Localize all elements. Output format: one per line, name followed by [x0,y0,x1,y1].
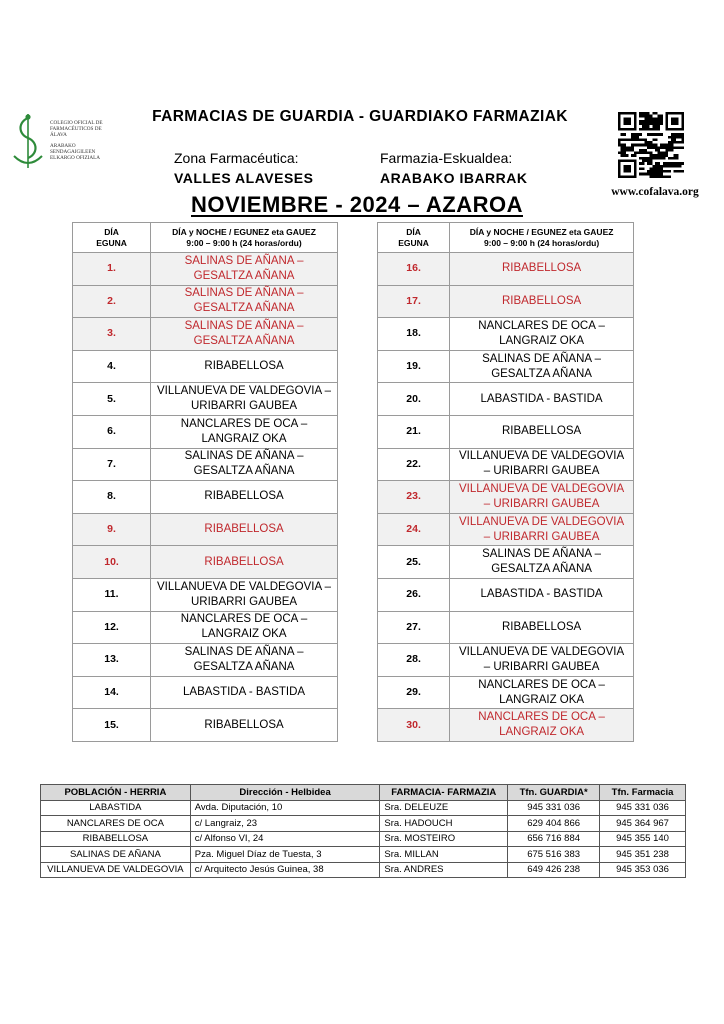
day-header-es: DÍA [104,226,119,237]
duty-pharmacy-line-2: – URIBARRI GAUBEA [483,497,600,510]
duty-pharmacy-cell [450,318,634,351]
calendar-table-days-16-30 [377,222,634,742]
calendar-row [73,611,338,644]
duty-pharmacy-cell [151,513,338,546]
day-number: 27. [378,611,450,644]
calendar-row [73,448,338,481]
duty-pharmacy-line-2: – URIBARRI GAUBEA [483,530,600,543]
duty-pharmacy-line-1: LABASTIDA - BASTIDA [183,686,306,699]
duty-pharmacy-line-1: SALINAS DE AÑANA – [184,319,304,332]
calendar-row [73,350,338,383]
contacts-row [41,816,686,832]
calendar-row [378,253,634,286]
day-number: 11. [73,578,151,611]
duty-pharmacy-cell [151,285,338,318]
duty-pharmacy-cell [450,350,634,383]
address-cell: Avda. Diputación, 10 [190,800,380,816]
duty-pharmacy-cell [450,415,634,448]
duty-pharmacy-line-2: GESALTZA AÑANA [491,367,592,380]
logo-text-eu: ARABAKO SENDAGAIGILEEN ELKARGO OFIZIALA [50,143,100,161]
header-address: Dirección - Helbidea [190,785,380,801]
duty-pharmacy-cell [151,350,338,383]
duty-pharmacy-line-1: LABASTIDA - BASTIDA [480,392,603,405]
day-number: 29. [378,676,450,709]
calendar-row [378,513,634,546]
duty-pharmacy-line-2: GESALTZA AÑANA [193,269,295,282]
header-pharmacy-phone: Tfn. Farmacia [600,785,686,801]
duty-pharmacy-line-1: RIBABELLOSA [501,262,582,275]
pharmacy-contacts-table [40,784,686,878]
schedule-header-title: DÍA y NOCHE / EGUNEZ eta GAUEZ [172,226,316,237]
day-number: 30. [378,709,450,742]
address-cell: c/ Arquitecto Jesús Guinea, 38 [190,862,380,878]
day-number: 7. [73,448,151,481]
calendar-row [73,318,338,351]
duty-pharmacy-line-2: LANGRAIZ OKA [201,432,287,445]
day-number: 23. [378,481,450,514]
duty-pharmacy-line-1: SALINAS DE AÑANA – [184,287,304,300]
duty-pharmacy-line-2: URIBARRI GAUBEA [191,400,298,413]
calendar-row [73,676,338,709]
duty-pharmacy-line-1: RIBABELLOSA [501,425,582,438]
town-cell: VILLANUEVA DE VALDEGOVIA [41,862,191,878]
zone-label-es: Zona Farmacéutica: [174,150,299,166]
calendar-row [73,546,338,579]
duty-pharmacy-cell [450,253,634,286]
qr-code-icon[interactable] [618,112,684,178]
day-number: 20. [378,383,450,416]
day-number: 17. [378,285,450,318]
duty-pharmacy-line-2: LANGRAIZ OKA [499,726,585,739]
contacts-row [41,847,686,863]
duty-pharmacy-cell [151,253,338,286]
pharmacist-cell: Sra. MILLAN [380,847,508,863]
duty-pharmacy-line-1: VILLANUEVA DE VALDEGOVIA [459,645,625,658]
pharmacist-cell: Sra. ANDRES [380,862,508,878]
day-number: 26. [378,578,450,611]
page-title: FARMACIAS DE GUARDIA - GUARDIAKO FARMAZIAK [152,108,568,125]
calendar-row [378,644,634,677]
day-number: 9. [73,513,151,546]
duty-pharmacy-cell [151,709,338,742]
duty-pharmacy-line-1: VILLANUEVA DE VALDEGOVIA [459,482,625,495]
pharmacy-phone-cell: 945 351 238 [600,847,686,863]
calendar-row [378,350,634,383]
schedule-header-title: DÍA y NOCHE / EGUNEZ eta GAUEZ [469,226,614,237]
duty-pharmacy-line-2: LANGRAIZ OKA [499,693,585,706]
duty-pharmacy-line-1: RIBABELLOSA [204,718,284,731]
day-column-header [378,223,450,253]
day-number: 4. [73,350,151,383]
zone-name-es: VALLES ALAVESES [174,170,314,186]
schedule-header-hours: 9:00 – 9:00 h (24 horas/ordu) [186,237,302,248]
duty-pharmacy-line-2: GESALTZA AÑANA [193,334,295,347]
duty-pharmacy-line-2: – URIBARRI GAUBEA [483,465,600,478]
pharmacist-cell: Sra. DELEUZE [380,800,508,816]
day-number: 28. [378,644,450,677]
town-cell: RIBABELLOSA [41,831,191,847]
duty-pharmacy-cell [151,611,338,644]
header-town: POBLACIÓN - HERRIA [41,785,191,801]
duty-pharmacy-cell [151,676,338,709]
duty-phone-cell: 629 404 866 [508,816,600,832]
duty-pharmacy-cell [450,383,634,416]
duty-pharmacy-cell [151,644,338,677]
contacts-row [41,800,686,816]
website-link[interactable]: www.cofalava.org [611,186,699,198]
calendar-row [378,415,634,448]
duty-pharmacy-line-1: RIBABELLOSA [204,360,284,373]
calendar-row [378,318,634,351]
pharmacy-phone-cell: 945 355 140 [600,831,686,847]
duty-pharmacy-line-1: SALINAS DE AÑANA – [184,645,304,658]
duty-pharmacy-line-2: – URIBARRI GAUBEA [483,660,600,673]
calendar-row [378,578,634,611]
header-duty-phone: Tfn. GUARDIA* [508,785,600,801]
contacts-row [41,862,686,878]
duty-pharmacy-cell [151,448,338,481]
duty-pharmacy-line-1: RIBABELLOSA [204,490,284,503]
duty-pharmacy-line-2: GESALTZA AÑANA [193,302,295,315]
calendar-row [378,448,634,481]
pharmacist-cell: Sra. MOSTEIRO [380,831,508,847]
calendar-row [73,644,338,677]
duty-pharmacy-line-2: LANGRAIZ OKA [499,334,585,347]
duty-pharmacy-line-1: SALINAS DE AÑANA – [482,352,602,365]
calendar-row [378,546,634,579]
calendar-row [378,383,634,416]
duty-pharmacy-line-1: SALINAS DE AÑANA – [184,450,304,463]
calendar-row [378,709,634,742]
address-cell: c/ Langraiz, 23 [190,816,380,832]
duty-pharmacy-line-2: URIBARRI GAUBEA [191,595,298,608]
day-number: 13. [73,644,151,677]
duty-phone-cell: 649 426 238 [508,862,600,878]
day-header-eu: EGUNA [96,237,127,248]
day-number: 5. [73,383,151,416]
pharmacy-phone-cell: 945 331 036 [600,800,686,816]
duty-pharmacy-line-1: VILLANUEVA DE VALDEGOVIA – [157,580,332,593]
pharmacist-cell: Sra. HADOUCH [380,816,508,832]
duty-pharmacy-cell [450,644,634,677]
calendar-header-row [378,223,634,253]
day-number: 22. [378,448,450,481]
duty-pharmacy-cell [151,415,338,448]
day-number: 14. [73,676,151,709]
calendar-row [73,415,338,448]
duty-pharmacy-cell [151,481,338,514]
duty-pharmacy-cell [450,513,634,546]
day-number: 18. [378,318,450,351]
schedule-column-header [151,223,338,253]
logo-text-es: COLEGIO OFICIAL DE FARMACÉUTICOS DE ÁLAVA [50,120,103,138]
duty-pharmacy-line-1: LABASTIDA - BASTIDA [480,588,603,601]
duty-pharmacy-line-2: GESALTZA AÑANA [193,660,295,673]
day-number: 21. [378,415,450,448]
header-pharmacy: FARMACIA- FARMAZIA [380,785,508,801]
day-number: 24. [378,513,450,546]
calendar-row [73,578,338,611]
calendar-header-row [73,223,338,253]
duty-pharmacy-line-1: RIBABELLOSA [204,523,284,536]
duty-pharmacy-cell [450,709,634,742]
day-number: 8. [73,481,151,514]
calendar-row [73,709,338,742]
duty-pharmacy-line-1: RIBABELLOSA [501,294,582,307]
duty-pharmacy-cell [151,546,338,579]
duty-pharmacy-line-1: VILLANUEVA DE VALDEGOVIA – [157,385,332,398]
zone-name-eu: ARABAKO IBARRAK [380,170,528,186]
calendar-row [73,383,338,416]
calendar-row [378,481,634,514]
duty-pharmacy-cell [151,383,338,416]
duty-pharmacy-cell [151,318,338,351]
college-logo [10,112,115,172]
duty-pharmacy-cell [450,676,634,709]
address-cell: Pza. Miguel Díaz de Tuesta, 3 [190,847,380,863]
calendar-table-days-1-15 [72,222,338,742]
day-number: 10. [73,546,151,579]
duty-pharmacy-line-2: GESALTZA AÑANA [491,563,592,576]
duty-phone-cell: 675 516 383 [508,847,600,863]
day-column-header [73,223,151,253]
day-number: 3. [73,318,151,351]
address-cell: c/ Alfonso VI, 24 [190,831,380,847]
pharmacy-phone-cell: 945 364 967 [600,816,686,832]
calendar-row [73,481,338,514]
schedule-column-header [450,223,634,253]
duty-pharmacy-line-1: NANCLARES DE OCA – [478,678,605,691]
duty-pharmacy-line-1: RIBABELLOSA [204,555,284,568]
day-number: 1. [73,253,151,286]
month-text: NOVIEMBRE - 2024 – AZAROA [191,192,523,217]
day-number: 19. [378,350,450,383]
day-number: 15. [73,709,151,742]
duty-pharmacy-line-1: NANCLARES DE OCA – [180,417,308,430]
town-cell: SALINAS DE AÑANA [41,847,191,863]
contacts-row [41,831,686,847]
day-number: 2. [73,285,151,318]
duty-pharmacy-line-1: VILLANUEVA DE VALDEGOVIA [459,450,625,463]
duty-pharmacy-cell [450,285,634,318]
pharmacy-logo-icon [10,112,46,170]
duty-pharmacy-line-1: RIBABELLOSA [501,620,582,633]
zone-label-eu: Farmazia-Eskualdea: [380,150,513,166]
month-heading [172,192,542,218]
day-number: 6. [73,415,151,448]
duty-pharmacy-cell [450,448,634,481]
day-number: 16. [378,253,450,286]
duty-phone-cell: 945 331 036 [508,800,600,816]
duty-pharmacy-cell [450,578,634,611]
pharmacy-phone-cell: 945 353 036 [600,862,686,878]
duty-pharmacy-cell [151,578,338,611]
duty-pharmacy-cell [450,546,634,579]
calendar-row [378,285,634,318]
duty-pharmacy-cell [450,611,634,644]
calendar-row [73,253,338,286]
duty-pharmacy-line-1: NANCLARES DE OCA – [180,613,308,626]
duty-pharmacy-line-2: LANGRAIZ OKA [201,628,287,641]
day-header-es: DÍA [406,226,421,237]
town-cell: NANCLARES DE OCA [41,816,191,832]
calendar-row [378,676,634,709]
day-number: 12. [73,611,151,644]
schedule-header-hours: 9:00 – 9:00 h (24 horas/ordu) [483,237,600,248]
duty-pharmacy-line-1: VILLANUEVA DE VALDEGOVIA [459,515,625,528]
duty-pharmacy-line-1: NANCLARES DE OCA – [478,711,605,724]
calendar-row [73,513,338,546]
day-number: 25. [378,546,450,579]
day-header-eu: EGUNA [398,237,429,248]
duty-pharmacy-line-2: GESALTZA AÑANA [193,465,295,478]
duty-pharmacy-line-1: NANCLARES DE OCA – [478,319,605,332]
duty-pharmacy-line-1: SALINAS DE AÑANA – [482,548,602,561]
calendar-row [378,611,634,644]
duty-phone-cell: 656 716 884 [508,831,600,847]
town-cell: LABASTIDA [41,800,191,816]
duty-pharmacy-line-1: SALINAS DE AÑANA – [184,254,304,267]
contacts-header-row [41,785,686,801]
duty-pharmacy-cell [450,481,634,514]
calendar-row [73,285,338,318]
